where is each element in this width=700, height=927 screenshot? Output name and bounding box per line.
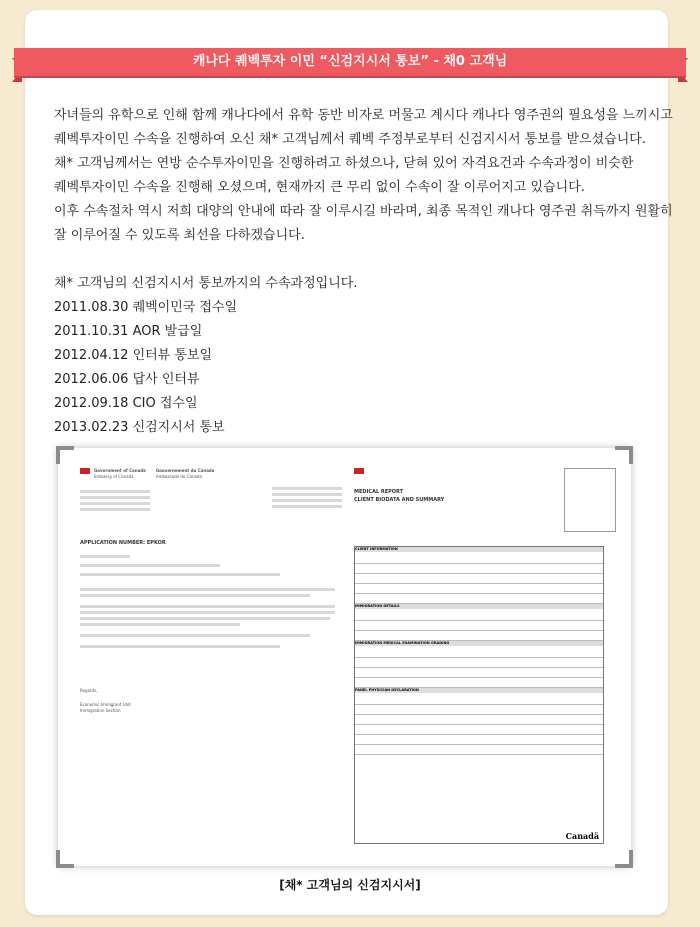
medical-report: [354, 468, 616, 848]
intro-line: 자녀들의 유학으로 인해 함께 캐나다에서 유학 동반 비자로 머물고 계시다 캐나다 영주권의 필요성을 느끼시고: [54, 108, 673, 123]
intro-line: 이후 수속절차 역시 저희 대양의 안내에 따라 잘 이루시길 바라며, 최종 목적인 캐나다 영주권 취득까지 원활히: [54, 204, 673, 219]
embassy-name: Embassy of Canada: [94, 474, 134, 479]
embassy-name-fr: Ambassade du Canada: [155, 474, 202, 479]
document-image: [58, 448, 631, 866]
photo-placeholder: [564, 468, 616, 532]
unit-name: Economic Immigrant Unit: [80, 702, 131, 707]
form-section: CLIENT INFORMATION: [355, 547, 603, 552]
intro-line: 퀘벡투자이민 수속을 진행해 오셨으며, 현재까지 큰 무리 없이 수속이 잘 이루어지고 있습니다.: [54, 180, 585, 195]
form-section: IMMIGRATION DETAILS: [355, 604, 603, 609]
header-ribbon: [12, 48, 688, 82]
report-subtitle: CLIENT BIODATA AND SUMMARY: [354, 497, 445, 503]
report-form: [354, 546, 604, 844]
canada-flag-icon: [80, 468, 90, 474]
form-section: PANEL PHYSICIAN DECLARATION: [355, 688, 603, 693]
timeline-item: 2012.06.06 답사 인터뷰: [54, 372, 200, 387]
timeline-heading: 채* 고객님의 신검지시서 통보까지의 수속과정입니다.: [54, 276, 358, 291]
timeline-item: 2011.10.31 AOR 발급일: [54, 324, 203, 339]
frame-corner: [615, 850, 633, 868]
frame-corner: [56, 850, 74, 868]
letter-signoff: Regards,: [80, 688, 98, 693]
intro-line: 채* 고객님께서는 연방 순수투자이민을 진행하려고 하셨으나, 닫혀 있어 자격요건과 수속과정이 비슷한: [54, 156, 634, 171]
frame-corner: [615, 446, 633, 464]
report-title: MEDICAL REPORT: [354, 489, 404, 495]
timeline-item: 2012.09.18 CIO 접수일: [54, 396, 198, 411]
timeline-item: 2011.08.30 퀘벡이민국 접수일: [54, 300, 238, 315]
canada-flag-icon: [354, 468, 364, 474]
intro-line: 잘 이루어질 수 있도록 최선을 다하겠습니다.: [54, 228, 305, 243]
form-section: IMMIGRATION MEDICAL EXAMINATION GRADING: [355, 641, 603, 646]
frame-corner: [56, 446, 74, 464]
page-title: 캐나다 퀘벡투자 이민 “신검지시서 통보” - 채0 고객님: [14, 48, 686, 76]
application-number: APPLICATION NUMBER: EPKOR: [80, 540, 166, 546]
intro-line: 퀘벡투자이민 수속을 진행하여 오신 채* 고객님께서 퀘벡 주정부로부터 신검지시서 통보를 받으셨습니다.: [54, 132, 646, 147]
embassy-letter: [80, 468, 342, 848]
gov-name-fr: Gouvernement du Canada: [155, 468, 215, 473]
canada-wordmark: Canadä: [565, 831, 599, 841]
gov-name: Government of Canada: [94, 468, 146, 473]
image-caption: [채* 고객님의 신검지시서]: [279, 878, 421, 892]
article-body: [54, 104, 673, 440]
section-name: Immigration Section: [80, 708, 121, 713]
timeline-item: 2013.02.23 신검지시서 통보: [54, 420, 225, 435]
timeline-item: 2012.04.12 인터뷰 통보일: [54, 348, 213, 363]
